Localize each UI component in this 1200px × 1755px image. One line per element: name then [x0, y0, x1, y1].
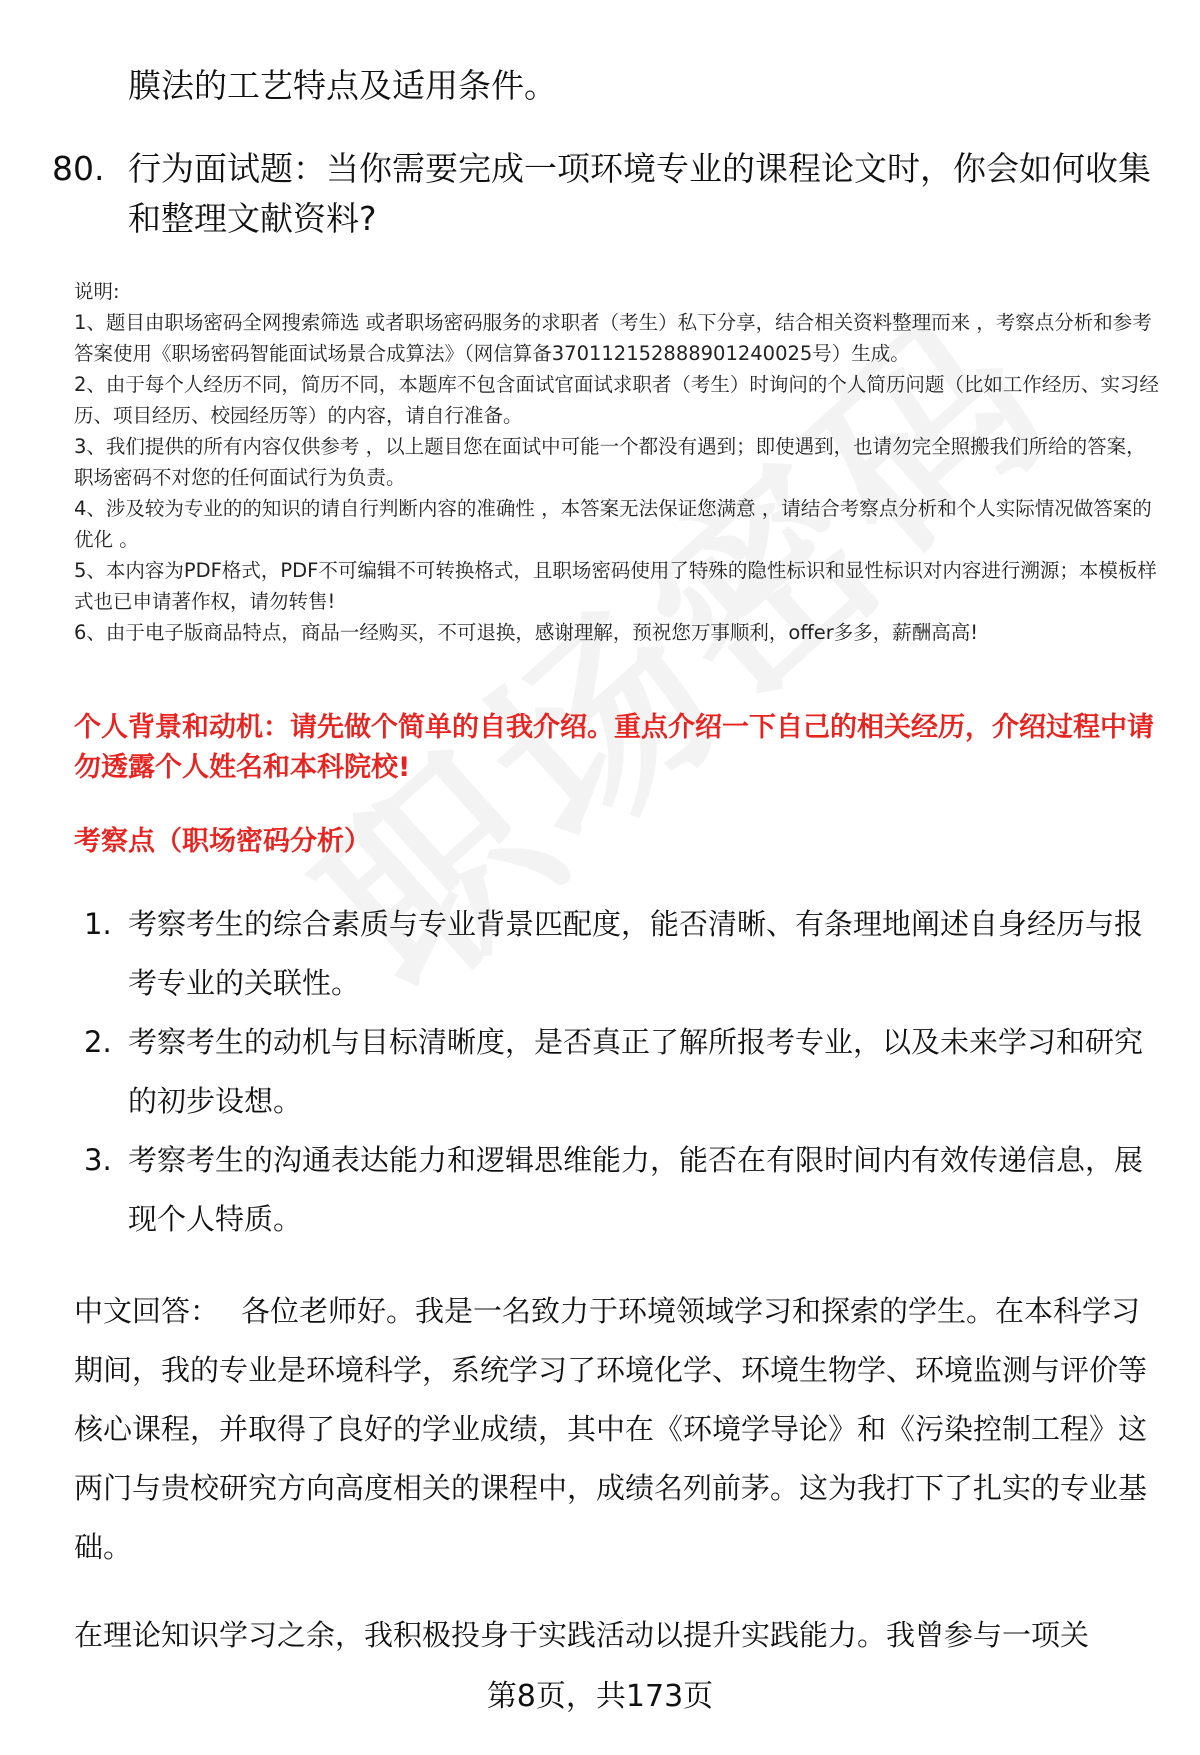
answer-label: 中文回答： — [74, 1294, 220, 1328]
point-number: 3. — [84, 1143, 112, 1177]
page-number-footer: 第8页，共173页 — [486, 1679, 714, 1714]
note-item: 4、涉及较为专业的的知识的请自行判断内容的准确性 ，本答案无法保证您满意 ，请结合考察点分析和个人实际情况做答案的优化 。 — [74, 497, 1152, 551]
question-80 — [52, 144, 1152, 244]
answer-paragraph — [74, 1282, 1156, 1577]
analysis-point — [84, 1131, 1164, 1249]
note-item: 3、我们提供的所有内容仅供参考 ，以上题目您在面试中可能一个都没有遇到；即使遇到，也请勿完全照搬我们所给的答案，职场密码不对您的任何面试行为负责。 — [74, 435, 1146, 489]
analysis-point — [84, 895, 1164, 1013]
answer-text: 各位老师好。我是一名致力于环境领域学习和探索的学生。在本科学习期间，我的专业是环境科学，系统学习了环境化学、环境生物学、环境监测与评价等核心课程，并取得了良好的学业成绩，其中在《环境学导论》和《污染控制工程》这两门与贵校研究方向高度相关的课程中，成绩名列前茅。这为我打下了扎实的专业基础。 — [74, 1294, 1148, 1564]
note-item: 1、题目由职场密码全网搜索筛选 或者职场密码服务的求职者（考生）私下分享，结合相关资料整理而来 ，考察点分析和参考答案使用《职场密码智能面试场景合成算法》（网信算备370112152888901240025号）生成。 — [74, 311, 1152, 365]
question-number: 80. — [52, 149, 105, 188]
question-text: 行为面试题：当你需要完成一项环境专业的课程论文时，你会如何收集和整理文献资料? — [128, 149, 1151, 238]
analysis-point — [84, 1013, 1164, 1131]
interview-prompt-heading: 个人背景和动机：请先做个简单的自我介绍。重点介绍一下自己的相关经历，介绍过程中请勿透露个人姓名和本科院校! — [74, 712, 1154, 783]
point-text: 考察考生的沟通表达能力和逻辑思维能力，能否在有限时间内有效传递信息，展现个人特质。 — [128, 1143, 1144, 1236]
note-item: 5、本内容为PDF格式，PDF不可编辑不可转换格式，且职场密码使用了特殊的隐性标识和显性标识对内容进行溯源；本模板样式也已申请著作权，请勿转售! — [74, 559, 1157, 613]
point-number: 1. — [84, 907, 112, 941]
point-text: 考察考生的动机与目标清晰度，是否真正了解所报考专业，以及未来学习和研究的初步设想。 — [128, 1025, 1144, 1118]
analysis-heading: 考察点（职场密码分析） — [74, 826, 371, 857]
analysis-points — [84, 895, 1164, 1249]
notes-title: 说明: — [74, 280, 120, 303]
point-number: 2. — [84, 1025, 112, 1059]
disclaimer-notes — [74, 276, 1160, 648]
answer-paragraph-continued: 在理论知识学习之余，我积极投身于实践活动以提升实践能力。我曾参与一项关 — [74, 1618, 1090, 1652]
note-item: 6、由于电子版商品特点，商品一经购买，不可退换，感谢理解，预祝您万事顺利，offer多多，薪酬高高! — [74, 621, 979, 644]
previous-question-continuation: 膜法的工艺特点及适用条件。 — [128, 66, 557, 105]
point-text: 考察考生的综合素质与专业背景匹配度，能否清晰、有条理地阐述自身经历与报考专业的关联性。 — [128, 907, 1144, 1000]
note-item: 2、由于每个人经历不同，简历不同，本题库不包含面试官面试求职者（考生）时询问的个人简历问题（比如工作经历、实习经历、项目经历、校园经历等）的内容，请自行准备。 — [74, 373, 1159, 427]
